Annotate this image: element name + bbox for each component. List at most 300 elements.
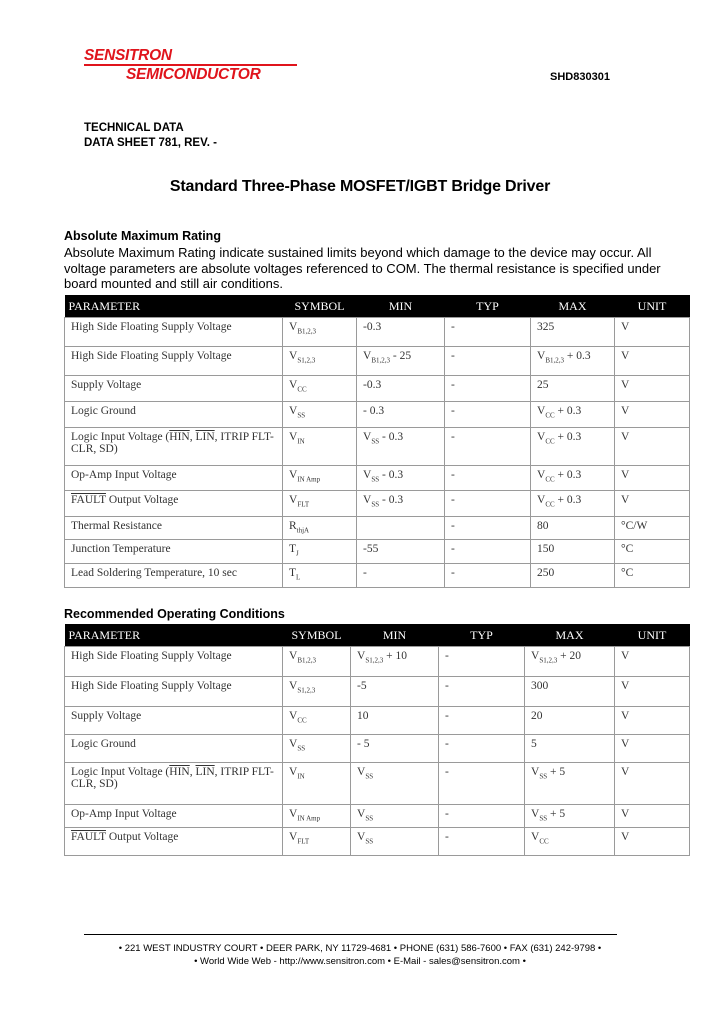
col-header-symbol: SYMBOL <box>283 624 351 647</box>
symbol-main: V <box>289 350 298 362</box>
rec-op-heading: Recommended Operating Conditions <box>64 607 285 621</box>
cell-symbol <box>283 707 351 735</box>
cell-max <box>531 347 615 376</box>
cell-typ <box>445 347 531 376</box>
symbol-subscript: S1,2,3 <box>297 356 316 365</box>
table-row <box>65 763 690 805</box>
parameter-text: High Side Floating Supply Voltage <box>71 680 232 692</box>
symbol-main: V <box>289 650 298 662</box>
cell-min <box>357 428 445 466</box>
min-subscript: SS <box>371 475 380 484</box>
cell-min <box>357 347 445 376</box>
cell-typ <box>445 466 531 491</box>
rec-op-table <box>64 624 690 856</box>
parameter-text: Junction Temperature <box>71 543 171 555</box>
cell-parameter <box>65 564 283 588</box>
cell-typ <box>439 828 525 856</box>
table-row <box>65 564 690 588</box>
max-value: 300 <box>531 680 549 692</box>
cell-max <box>525 647 615 677</box>
footer-contact: • World Wide Web - http://www.sensitron.com • E-Mail - sales@sensitron.com • <box>194 956 526 967</box>
min-subscript: SS <box>365 814 374 823</box>
unit-text: °C <box>621 567 634 579</box>
table-row <box>65 376 690 402</box>
cell-min <box>351 735 439 763</box>
cell-min <box>351 647 439 677</box>
min-subscript: SS <box>371 437 380 446</box>
abs-max-description: Absolute Maximum Rating indicate sustained limits beyond which damage to the device may occur. All voltage parameters are absolute voltages referenced to COM. The thermal resistance is specified under board mounted and still air conditions. <box>64 245 661 291</box>
cell-parameter <box>65 647 283 677</box>
cell-unit <box>615 564 690 588</box>
symbol-subscript: SS <box>297 744 306 753</box>
cell-typ <box>439 707 525 735</box>
cell-max <box>525 677 615 707</box>
cell-max <box>531 540 615 564</box>
cell-parameter <box>65 466 283 491</box>
min-value: -55 <box>363 543 379 555</box>
symbol-subscript: B1,2,3 <box>297 327 316 336</box>
table-row <box>65 647 690 677</box>
cell-max <box>531 402 615 428</box>
cell-typ <box>445 318 531 347</box>
cell-symbol <box>283 647 351 677</box>
cell-symbol <box>283 540 357 564</box>
unit-text: V <box>621 710 630 722</box>
cell-unit <box>615 677 690 707</box>
unit-text: V <box>621 350 630 362</box>
min-value: -0.3 <box>363 321 382 333</box>
cell-max <box>531 491 615 517</box>
symbol-main: R <box>289 520 297 532</box>
min-value: - <box>363 567 367 579</box>
max-subscript: SS <box>539 814 548 823</box>
cell-unit <box>615 540 690 564</box>
footer-address: • 221 WEST INDUSTRY COURT • DEER PARK, NY 11729-4681 • PHONE (631) 586-7600 • FAX (631) 242-9798 • <box>118 943 602 954</box>
cell-typ <box>445 564 531 588</box>
cell-max <box>531 428 615 466</box>
cell-max <box>531 318 615 347</box>
typ-value: - <box>445 738 449 750</box>
unit-text: V <box>621 321 630 333</box>
parameter-overlined: FAULT <box>71 494 106 506</box>
max-subscript: S1,2,3 <box>539 656 558 665</box>
cell-min <box>357 491 445 517</box>
min-tail: + 10 <box>383 650 407 662</box>
cell-symbol <box>283 428 357 466</box>
cell-symbol <box>283 564 357 588</box>
cell-min <box>357 318 445 347</box>
cell-parameter <box>65 517 283 540</box>
col-header-min: MIN <box>357 295 445 318</box>
cell-symbol <box>283 491 357 517</box>
parameter-text: Output Voltage <box>105 831 179 843</box>
typ-value: - <box>445 710 449 722</box>
technical-data-block <box>84 121 217 151</box>
cell-parameter <box>65 828 283 856</box>
cell-typ <box>445 376 531 402</box>
min-value: 10 <box>357 710 369 722</box>
max-subscript: SS <box>539 772 548 781</box>
abs-header-row <box>65 295 690 318</box>
typ-value: - <box>451 321 455 333</box>
unit-text: °C <box>621 543 634 555</box>
typ-value: - <box>445 831 449 843</box>
symbol-main: V <box>289 680 298 692</box>
cell-typ <box>445 402 531 428</box>
cell-min <box>351 828 439 856</box>
min-value: V <box>363 350 372 362</box>
cell-unit <box>615 763 690 805</box>
cell-unit <box>615 347 690 376</box>
cell-typ <box>439 735 525 763</box>
parameter-text: High Side Floating Supply Voltage <box>71 350 232 362</box>
symbol-main: V <box>289 379 298 391</box>
col-header-symbol: SYMBOL <box>283 295 357 318</box>
cell-symbol <box>283 318 357 347</box>
symbol-subscript: L <box>296 573 301 582</box>
parameter-text: Logic Ground <box>71 738 136 750</box>
min-subscript: SS <box>365 837 374 846</box>
typ-value: - <box>451 469 455 481</box>
typ-value: - <box>451 379 455 391</box>
parameter-hin: $\overline{HIN}$ <box>169 431 190 443</box>
parameter-text: Op-Amp Input Voltage <box>71 469 177 481</box>
cell-parameter <box>65 805 283 828</box>
typ-value: - <box>451 494 455 506</box>
min-value: V <box>357 808 366 820</box>
cell-unit <box>615 828 690 856</box>
cell-min <box>357 517 445 540</box>
min-value: V <box>363 469 372 481</box>
cell-symbol <box>283 402 357 428</box>
cell-symbol <box>283 376 357 402</box>
cell-symbol <box>283 828 351 856</box>
parameter-text: Thermal Resistance <box>71 520 163 532</box>
max-tail: + 0.3 <box>554 494 582 506</box>
parameter-suffix: , ITRIP FLT-CLR, SD) <box>71 766 274 790</box>
parameter-text: Supply Voltage <box>71 379 142 391</box>
symbol-main: V <box>289 321 298 333</box>
symbol-subscript: SS <box>297 411 306 420</box>
unit-text: °C/W <box>621 520 648 532</box>
cell-max <box>525 707 615 735</box>
typ-value: - <box>451 520 455 532</box>
table-row <box>65 677 690 707</box>
footer <box>0 942 720 968</box>
cell-min <box>357 466 445 491</box>
abs-max-heading: Absolute Maximum Rating <box>64 229 221 243</box>
unit-text: V <box>621 831 630 843</box>
typ-value: - <box>445 808 449 820</box>
cell-min <box>351 677 439 707</box>
col-header-unit: UNIT <box>615 295 690 318</box>
symbol-subscript: B1,2,3 <box>297 656 316 665</box>
symbol-main: V <box>289 766 298 778</box>
typ-value: - <box>451 567 455 579</box>
typ-value: - <box>445 766 449 778</box>
abs-max-table <box>64 295 690 588</box>
symbol-subscript: FLT <box>297 500 310 509</box>
parameter-lin: $\overline{LIN}$ <box>195 766 215 778</box>
cell-symbol <box>283 805 351 828</box>
symbol-main: V <box>289 469 298 481</box>
max-value: V <box>537 431 546 443</box>
min-value: - 5 <box>357 738 370 750</box>
parameter-text: Logic Input Voltage ( <box>71 766 170 778</box>
parameter-hin: $\overline{HIN}$ <box>169 766 190 778</box>
table-row <box>65 491 690 517</box>
parameter-text: High Side Floating Supply Voltage <box>71 321 232 333</box>
max-value: V <box>531 808 540 820</box>
min-subscript: S1,2,3 <box>365 656 384 665</box>
cell-max <box>525 763 615 805</box>
min-value: -5 <box>357 680 367 692</box>
max-value: V <box>537 494 546 506</box>
parameter-text: Logic Input Voltage ( <box>71 431 170 443</box>
symbol-main: V <box>289 431 298 443</box>
unit-text: V <box>621 650 630 662</box>
symbol-subscript: CC <box>297 385 307 394</box>
cell-parameter <box>65 540 283 564</box>
cell-unit <box>615 466 690 491</box>
cell-parameter <box>65 707 283 735</box>
max-value: V <box>531 831 540 843</box>
max-tail: + 5 <box>547 766 566 778</box>
parameter-text: Output Voltage <box>105 494 179 506</box>
cell-parameter <box>65 402 283 428</box>
max-tail: + 0.3 <box>554 469 582 481</box>
unit-text: V <box>621 738 630 750</box>
max-value: 80 <box>537 520 549 532</box>
parameter-text: High Side Floating Supply Voltage <box>71 650 232 662</box>
cell-unit <box>615 805 690 828</box>
min-tail: - 0.3 <box>379 469 404 481</box>
max-subscript: CC <box>545 437 555 446</box>
typ-value: - <box>451 543 455 555</box>
cell-unit <box>615 428 690 466</box>
cell-parameter <box>65 376 283 402</box>
symbol-main: T <box>289 543 297 555</box>
cell-typ <box>439 647 525 677</box>
symbol-main: V <box>289 738 298 750</box>
cell-unit <box>615 402 690 428</box>
max-tail: + 0.3 <box>554 431 582 443</box>
cell-symbol <box>283 347 357 376</box>
table-row <box>65 517 690 540</box>
col-header-parameter: PARAMETER <box>65 624 283 647</box>
cell-symbol <box>283 677 351 707</box>
cell-max <box>531 564 615 588</box>
parameter-sep: , <box>189 766 196 778</box>
cell-min <box>357 540 445 564</box>
symbol-subscript: IN <box>297 772 305 781</box>
cell-symbol <box>283 763 351 805</box>
cell-unit <box>615 707 690 735</box>
data-sheet-revision: DATA SHEET 781, REV. - <box>84 137 217 149</box>
min-value: V <box>357 650 366 662</box>
symbol-subscript: S1,2,3 <box>297 686 316 695</box>
cell-parameter <box>65 677 283 707</box>
symbol-subscript: FLT <box>297 837 310 846</box>
cell-max <box>525 805 615 828</box>
max-value: V <box>531 650 540 662</box>
table-row <box>65 735 690 763</box>
min-value: V <box>363 431 372 443</box>
min-value: V <box>357 766 366 778</box>
table-row <box>65 828 690 856</box>
cell-typ <box>445 491 531 517</box>
cell-unit <box>615 376 690 402</box>
unit-text: V <box>621 766 630 778</box>
cell-parameter <box>65 491 283 517</box>
cell-unit <box>615 318 690 347</box>
cell-typ <box>439 763 525 805</box>
cell-symbol <box>283 466 357 491</box>
max-value: 25 <box>537 379 549 391</box>
parameter-text: Lead Soldering Temperature, 10 sec <box>71 567 237 579</box>
max-subscript: CC <box>539 837 549 846</box>
max-tail: + 5 <box>547 808 566 820</box>
cell-parameter <box>65 428 283 466</box>
unit-text: V <box>621 379 630 391</box>
parameter-text: Op-Amp Input Voltage <box>71 808 177 820</box>
max-value: 150 <box>537 543 555 555</box>
max-value: V <box>537 350 546 362</box>
min-value: V <box>357 831 366 843</box>
cell-min <box>351 805 439 828</box>
cell-unit <box>615 647 690 677</box>
typ-value: - <box>445 650 449 662</box>
cell-typ <box>445 517 531 540</box>
typ-value: - <box>451 431 455 443</box>
unit-text: V <box>621 431 630 443</box>
cell-max <box>531 466 615 491</box>
table-row <box>65 540 690 564</box>
unit-text: V <box>621 680 630 692</box>
symbol-subscript: thjA <box>296 526 310 535</box>
col-header-typ: TYP <box>439 624 525 647</box>
cell-parameter <box>65 735 283 763</box>
footer-divider <box>84 934 617 935</box>
parameter-lin: $\overline{LIN}$ <box>195 431 215 443</box>
min-tail: - 25 <box>389 350 412 362</box>
symbol-subscript: IN Amp <box>297 475 321 484</box>
max-subscript: CC <box>545 475 555 484</box>
cell-min <box>357 376 445 402</box>
symbol-main: V <box>289 405 298 417</box>
table-row <box>65 402 690 428</box>
max-value: V <box>537 405 546 417</box>
min-value: V <box>363 494 372 506</box>
symbol-main: V <box>289 710 298 722</box>
table-row <box>65 428 690 466</box>
symbol-main: V <box>289 494 298 506</box>
symbol-subscript: J <box>296 549 299 558</box>
cell-max <box>525 735 615 763</box>
symbol-subscript: CC <box>297 716 307 725</box>
col-header-typ: TYP <box>445 295 531 318</box>
cell-max <box>525 828 615 856</box>
cell-symbol <box>283 735 351 763</box>
table-row <box>65 805 690 828</box>
max-tail: + 0.3 <box>554 405 582 417</box>
min-subscript: SS <box>371 500 380 509</box>
min-subscript: B1,2,3 <box>371 356 390 365</box>
min-value: - 0.3 <box>363 405 385 417</box>
max-value: V <box>537 469 546 481</box>
cell-unit <box>615 735 690 763</box>
company-logo <box>84 47 298 87</box>
rec-header-row <box>65 624 690 647</box>
cell-typ <box>445 428 531 466</box>
cell-min <box>351 707 439 735</box>
table-row <box>65 466 690 491</box>
max-value: 325 <box>537 321 555 333</box>
col-header-max: MAX <box>531 295 615 318</box>
cell-max <box>531 517 615 540</box>
max-tail: + 0.3 <box>563 350 591 362</box>
symbol-main: T <box>289 567 297 579</box>
parameter-text: Supply Voltage <box>71 710 142 722</box>
table-row <box>65 347 690 376</box>
unit-text: V <box>621 469 630 481</box>
technical-data-label: TECHNICAL DATA <box>84 122 184 134</box>
max-subscript: CC <box>545 500 555 509</box>
max-subscript: B1,2,3 <box>545 356 564 365</box>
logo-line-2: SEMICONDUCTOR <box>126 66 261 83</box>
col-header-unit: UNIT <box>615 624 690 647</box>
cell-parameter <box>65 318 283 347</box>
max-value: V <box>531 766 540 778</box>
cell-unit <box>615 517 690 540</box>
cell-typ <box>445 540 531 564</box>
cell-min <box>357 402 445 428</box>
col-header-max: MAX <box>525 624 615 647</box>
unit-text: V <box>621 808 630 820</box>
max-value: 250 <box>537 567 555 579</box>
min-tail: - 0.3 <box>379 431 404 443</box>
parameter-text: Logic Ground <box>71 405 136 417</box>
cell-min <box>351 763 439 805</box>
symbol-subscript: IN Amp <box>297 814 321 823</box>
symbol-main: V <box>289 808 298 820</box>
parameter-suffix: , ITRIP FLT-CLR, SD) <box>71 431 274 455</box>
cell-parameter <box>65 763 283 805</box>
symbol-main: V <box>289 831 298 843</box>
unit-text: V <box>621 494 630 506</box>
cell-min <box>357 564 445 588</box>
col-header-parameter: PARAMETER <box>65 295 283 318</box>
document-title: Standard Three-Phase MOSFET/IGBT Bridge Driver <box>169 178 551 195</box>
cell-parameter <box>65 347 283 376</box>
cell-symbol <box>283 517 357 540</box>
part-number: SHD830301 <box>550 71 610 83</box>
typ-value: - <box>445 680 449 692</box>
unit-text: V <box>621 405 630 417</box>
max-value: 20 <box>531 710 543 722</box>
cell-max <box>531 376 615 402</box>
min-tail: - 0.3 <box>379 494 404 506</box>
symbol-subscript: IN <box>297 437 305 446</box>
table-row <box>65 707 690 735</box>
min-subscript: SS <box>365 772 374 781</box>
typ-value: - <box>451 350 455 362</box>
parameter-overlined: FAULT <box>71 831 106 843</box>
cell-typ <box>439 805 525 828</box>
min-value: -0.3 <box>363 379 382 391</box>
max-tail: + 20 <box>557 650 581 662</box>
max-value: 5 <box>531 738 537 750</box>
